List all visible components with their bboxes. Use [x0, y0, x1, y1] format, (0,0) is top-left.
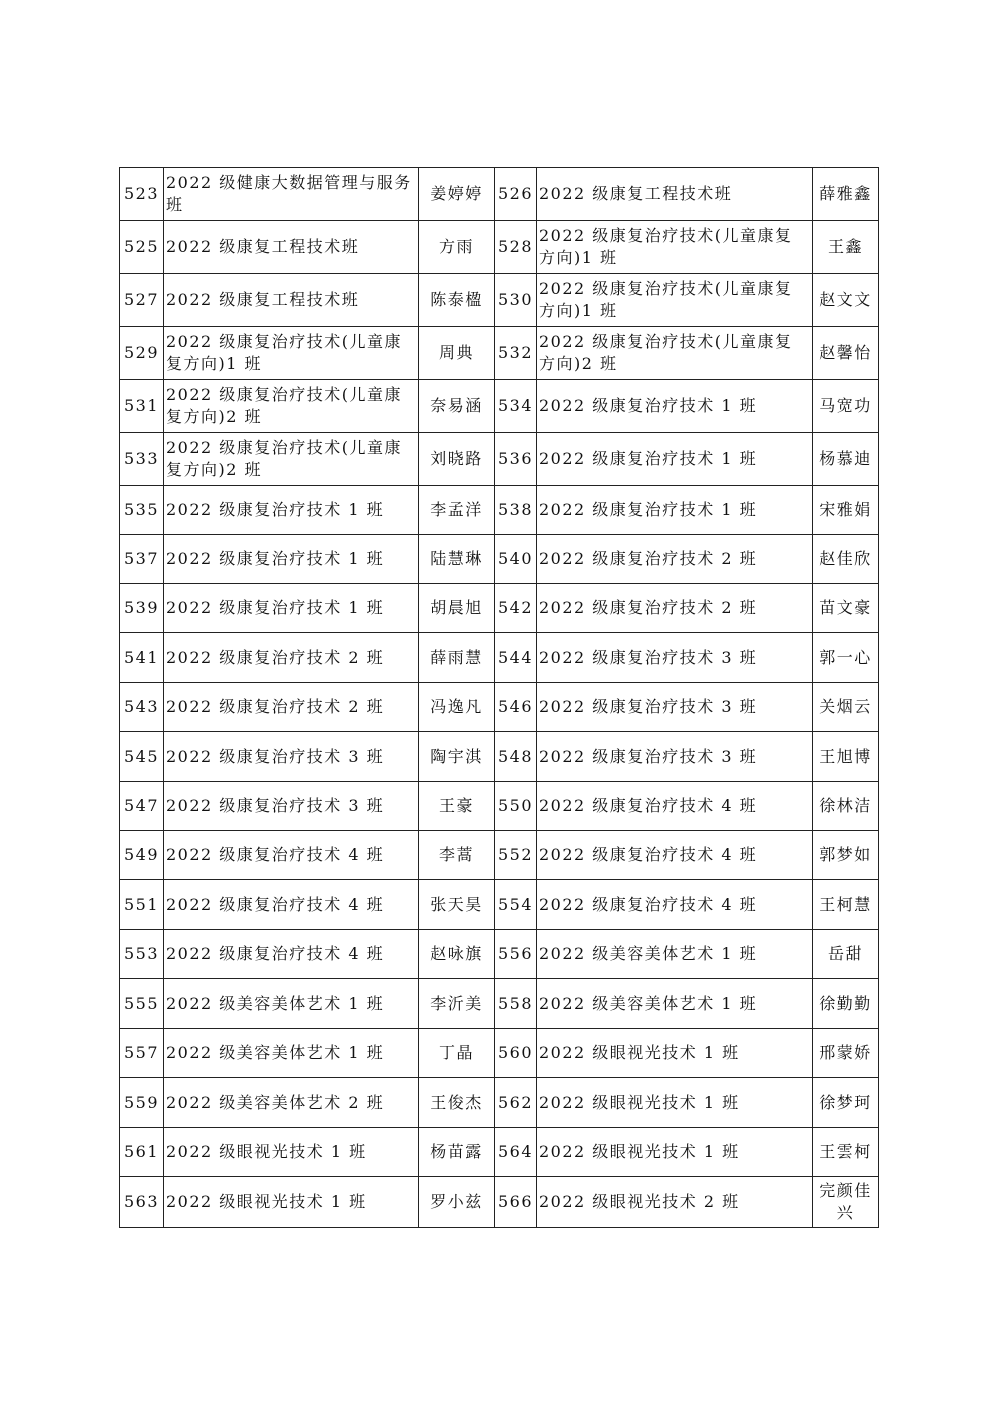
right-class-name-cell: 2022 级康复治疗技术(儿童康复方向)2 班 [537, 327, 813, 380]
table-row [120, 1029, 879, 1078]
right-student-number-cell: 534 [495, 380, 537, 433]
right-student-name-cell: 王旭博 [813, 732, 879, 782]
left-student-number-cell: 543 [120, 683, 164, 732]
table-row [120, 168, 879, 221]
right-class-name-cell: 2022 级康复治疗技术 3 班 [537, 633, 813, 683]
left-class-name-cell: 2022 级美容美体艺术 1 班 [164, 979, 419, 1029]
table-row [120, 1128, 879, 1177]
left-student-name-cell: 杨苗露 [419, 1128, 495, 1177]
left-class-name-cell: 2022 级康复治疗技术 2 班 [164, 633, 419, 683]
left-class-name-cell: 2022 级康复治疗技术 1 班 [164, 584, 419, 633]
left-class-name-cell: 2022 级眼视光技术 1 班 [164, 1128, 419, 1177]
table-row [120, 1078, 879, 1128]
left-class-name-cell: 2022 级美容美体艺术 2 班 [164, 1078, 419, 1128]
right-student-name-cell: 王柯慧 [813, 880, 879, 930]
left-student-number-cell: 549 [120, 831, 164, 880]
left-student-number-cell: 537 [120, 535, 164, 584]
left-student-name-cell: 王俊杰 [419, 1078, 495, 1128]
left-student-number-cell: 533 [120, 433, 164, 486]
right-student-name-cell: 赵佳欣 [813, 535, 879, 584]
table-row [120, 274, 879, 327]
right-student-name-cell: 徐林洁 [813, 782, 879, 831]
table-row [120, 486, 879, 535]
right-student-number-cell: 536 [495, 433, 537, 486]
left-student-number-cell: 553 [120, 930, 164, 979]
right-class-name-cell: 2022 级眼视光技术 1 班 [537, 1029, 813, 1078]
left-student-number-cell: 561 [120, 1128, 164, 1177]
right-class-name-cell: 2022 级美容美体艺术 1 班 [537, 979, 813, 1029]
right-student-name-cell: 岳甜 [813, 930, 879, 979]
left-student-number-cell: 555 [120, 979, 164, 1029]
left-student-number-cell: 563 [120, 1177, 164, 1228]
left-class-name-cell: 2022 级康复工程技术班 [164, 221, 419, 274]
table-row [120, 930, 879, 979]
right-student-number-cell: 562 [495, 1078, 537, 1128]
right-student-number-cell: 558 [495, 979, 537, 1029]
right-student-number-cell: 560 [495, 1029, 537, 1078]
right-student-number-cell: 564 [495, 1128, 537, 1177]
left-student-name-cell: 姜婷婷 [419, 168, 495, 221]
right-student-name-cell: 郭梦如 [813, 831, 879, 880]
right-student-name-cell: 邢蒙娇 [813, 1029, 879, 1078]
left-class-name-cell: 2022 级康复治疗技术 2 班 [164, 683, 419, 732]
right-student-name-cell: 完颜佳兴 [813, 1177, 879, 1228]
table-row [120, 732, 879, 782]
right-student-name-cell: 关烟云 [813, 683, 879, 732]
left-student-name-cell: 王豪 [419, 782, 495, 831]
table-row [120, 683, 879, 732]
left-student-name-cell: 薛雨慧 [419, 633, 495, 683]
table-row [120, 880, 879, 930]
right-student-number-cell: 544 [495, 633, 537, 683]
left-class-name-cell: 2022 级康复治疗技术 1 班 [164, 486, 419, 535]
table-row [120, 979, 879, 1029]
left-class-name-cell: 2022 级康复治疗技术 3 班 [164, 732, 419, 782]
right-student-number-cell: 542 [495, 584, 537, 633]
right-class-name-cell: 2022 级康复治疗技术 1 班 [537, 433, 813, 486]
right-class-name-cell: 2022 级康复治疗技术 4 班 [537, 782, 813, 831]
right-class-name-cell: 2022 级康复治疗技术 3 班 [537, 683, 813, 732]
left-class-name-cell: 2022 级康复治疗技术(儿童康复方向)2 班 [164, 433, 419, 486]
right-class-name-cell: 2022 级康复治疗技术 3 班 [537, 732, 813, 782]
left-class-name-cell: 2022 级康复治疗技术 4 班 [164, 831, 419, 880]
left-student-name-cell: 周典 [419, 327, 495, 380]
table-row [120, 831, 879, 880]
right-class-name-cell: 2022 级康复治疗技术 4 班 [537, 880, 813, 930]
table-row [120, 1177, 879, 1228]
left-student-number-cell: 539 [120, 584, 164, 633]
right-class-name-cell: 2022 级眼视光技术 1 班 [537, 1078, 813, 1128]
right-class-name-cell: 2022 级眼视光技术 2 班 [537, 1177, 813, 1228]
right-class-name-cell: 2022 级康复治疗技术 1 班 [537, 486, 813, 535]
left-student-number-cell: 531 [120, 380, 164, 433]
right-class-name-cell: 2022 级康复治疗技术 2 班 [537, 584, 813, 633]
left-student-name-cell: 李沂美 [419, 979, 495, 1029]
left-student-number-cell: 535 [120, 486, 164, 535]
right-class-name-cell: 2022 级康复治疗技术 4 班 [537, 831, 813, 880]
left-student-name-cell: 李孟洋 [419, 486, 495, 535]
left-class-name-cell: 2022 级康复治疗技术 1 班 [164, 535, 419, 584]
right-student-number-cell: 556 [495, 930, 537, 979]
right-student-number-cell: 552 [495, 831, 537, 880]
right-student-name-cell: 杨慕迪 [813, 433, 879, 486]
left-class-name-cell: 2022 级康复治疗技术 4 班 [164, 880, 419, 930]
right-student-name-cell: 郭一心 [813, 633, 879, 683]
left-student-name-cell: 赵咏旗 [419, 930, 495, 979]
table-row [120, 221, 879, 274]
right-student-number-cell: 550 [495, 782, 537, 831]
right-class-name-cell: 2022 级眼视光技术 1 班 [537, 1128, 813, 1177]
right-student-number-cell: 546 [495, 683, 537, 732]
right-student-name-cell: 赵文文 [813, 274, 879, 327]
left-student-name-cell: 张天昊 [419, 880, 495, 930]
left-student-name-cell: 冯逸凡 [419, 683, 495, 732]
right-student-name-cell: 赵馨怡 [813, 327, 879, 380]
table-row [120, 327, 879, 380]
left-class-name-cell: 2022 级康复治疗技术 4 班 [164, 930, 419, 979]
right-class-name-cell: 2022 级康复治疗技术(儿童康复方向)1 班 [537, 274, 813, 327]
left-student-number-cell: 551 [120, 880, 164, 930]
right-class-name-cell: 2022 级康复治疗技术(儿童康复方向)1 班 [537, 221, 813, 274]
left-student-number-cell: 541 [120, 633, 164, 683]
right-student-name-cell: 徐梦珂 [813, 1078, 879, 1128]
right-student-number-cell: 566 [495, 1177, 537, 1228]
table-row [120, 782, 879, 831]
left-student-number-cell: 529 [120, 327, 164, 380]
right-student-name-cell: 王雲柯 [813, 1128, 879, 1177]
left-student-name-cell: 奈易涵 [419, 380, 495, 433]
left-class-name-cell: 2022 级康复治疗技术(儿童康复方向)1 班 [164, 327, 419, 380]
left-class-name-cell: 2022 级康复治疗技术 3 班 [164, 782, 419, 831]
left-student-name-cell: 丁晶 [419, 1029, 495, 1078]
left-student-number-cell: 545 [120, 732, 164, 782]
right-student-number-cell: 530 [495, 274, 537, 327]
left-student-name-cell: 陶宇淇 [419, 732, 495, 782]
left-student-number-cell: 547 [120, 782, 164, 831]
left-student-name-cell: 刘晓路 [419, 433, 495, 486]
left-class-name-cell: 2022 级康复工程技术班 [164, 274, 419, 327]
table-row [120, 584, 879, 633]
right-student-number-cell: 532 [495, 327, 537, 380]
right-student-name-cell: 苗文豪 [813, 584, 879, 633]
right-student-name-cell: 徐勤勤 [813, 979, 879, 1029]
left-student-number-cell: 527 [120, 274, 164, 327]
right-student-name-cell: 宋雅娟 [813, 486, 879, 535]
student-roster-table [119, 167, 879, 1228]
left-student-name-cell: 陆慧琳 [419, 535, 495, 584]
right-class-name-cell: 2022 级康复治疗技术 1 班 [537, 380, 813, 433]
table-row [120, 535, 879, 584]
right-class-name-cell: 2022 级康复工程技术班 [537, 168, 813, 221]
left-student-name-cell: 方雨 [419, 221, 495, 274]
right-student-name-cell: 马宽功 [813, 380, 879, 433]
table-row [120, 433, 879, 486]
left-class-name-cell: 2022 级美容美体艺术 1 班 [164, 1029, 419, 1078]
left-class-name-cell: 2022 级健康大数据管理与服务班 [164, 168, 419, 221]
right-student-number-cell: 554 [495, 880, 537, 930]
left-student-number-cell: 557 [120, 1029, 164, 1078]
right-student-number-cell: 538 [495, 486, 537, 535]
right-class-name-cell: 2022 级康复治疗技术 2 班 [537, 535, 813, 584]
right-class-name-cell: 2022 级美容美体艺术 1 班 [537, 930, 813, 979]
right-student-number-cell: 526 [495, 168, 537, 221]
table-row [120, 380, 879, 433]
right-student-name-cell: 王鑫 [813, 221, 879, 274]
left-student-name-cell: 李蒿 [419, 831, 495, 880]
left-student-name-cell: 罗小兹 [419, 1177, 495, 1228]
right-student-number-cell: 528 [495, 221, 537, 274]
left-student-name-cell: 陈泰楹 [419, 274, 495, 327]
left-student-number-cell: 559 [120, 1078, 164, 1128]
left-class-name-cell: 2022 级眼视光技术 1 班 [164, 1177, 419, 1228]
left-student-number-cell: 523 [120, 168, 164, 221]
right-student-name-cell: 薛雅鑫 [813, 168, 879, 221]
roster-body [120, 168, 879, 1228]
table-row [120, 633, 879, 683]
right-student-number-cell: 548 [495, 732, 537, 782]
left-class-name-cell: 2022 级康复治疗技术(儿童康复方向)2 班 [164, 380, 419, 433]
left-student-name-cell: 胡晨旭 [419, 584, 495, 633]
left-student-number-cell: 525 [120, 221, 164, 274]
right-student-number-cell: 540 [495, 535, 537, 584]
